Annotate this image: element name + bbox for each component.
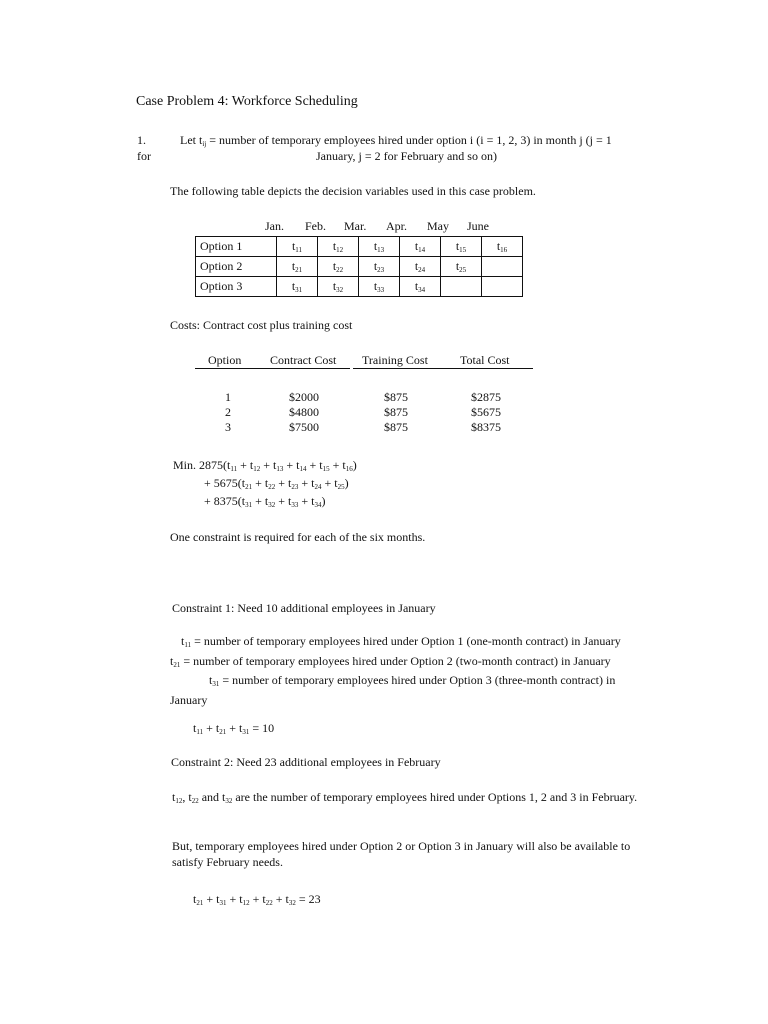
variable-term: $t_{32}$ bbox=[264, 494, 276, 509]
variable-cell: $t_{15}$ bbox=[441, 237, 482, 257]
cost-header-total: Total Cost bbox=[460, 353, 510, 367]
cost-cell: $5675 bbox=[471, 405, 501, 419]
cost-cell: 2 bbox=[225, 405, 231, 419]
table-row bbox=[196, 237, 523, 257]
variable-cell: $t_{13}$ bbox=[359, 237, 400, 257]
cost-cell: $8375 bbox=[471, 420, 501, 434]
month-header: June bbox=[467, 219, 489, 233]
variable-term: $t_{13}$ bbox=[273, 458, 284, 473]
variable-cell: $t_{34}$ bbox=[400, 277, 441, 297]
cost-cell: $2000 bbox=[289, 390, 319, 404]
variable-term: $t_{21}$ bbox=[215, 721, 227, 736]
variable-term: $t_{23}$ bbox=[288, 476, 299, 491]
variable-term: $t_{16}$ bbox=[342, 458, 353, 473]
variable-cell: $t_{25}$ bbox=[441, 257, 482, 277]
item-definition-line1: Let $t_{ij}$ = number of temporary employees hired under option i (i = 1, 2, 3) in month j (j = 1 bbox=[180, 133, 612, 148]
variable-term: $t_{21}$ bbox=[241, 476, 253, 491]
variable-term: $t_{33}$ bbox=[288, 494, 299, 509]
variable-term: $t_{21}$ bbox=[193, 892, 204, 907]
month-header: May bbox=[427, 219, 449, 233]
variable-term: $t_{25}$ bbox=[334, 476, 345, 491]
variable-cell: $t_{21}$ bbox=[277, 257, 318, 277]
row-label: Option 1 bbox=[196, 237, 277, 257]
variable-term: $t_{14}$ bbox=[296, 458, 307, 473]
item-definition-line2: January, j = 2 for February and so on) bbox=[316, 149, 497, 163]
variable-term: $t_{32}$ bbox=[285, 892, 296, 907]
cost-cell: $875 bbox=[384, 420, 408, 434]
variable-cell: $t_{23}$ bbox=[359, 257, 400, 277]
variable-cell: $t_{24}$ bbox=[400, 257, 441, 277]
month-header: Feb. bbox=[305, 219, 326, 233]
objective-line1: Min. $2875(t_{11} + t_{12} + t_{13} + t_{14} + t_{15} + t_{16})$ bbox=[173, 458, 357, 473]
variable-term: $t_{15}$ bbox=[319, 458, 330, 473]
cost-header-rule bbox=[353, 368, 533, 369]
variable-cell: $t_{11}$ bbox=[277, 237, 318, 257]
cost-cell: 1 bbox=[225, 390, 231, 404]
constraint-1-definitions: $t_{11}$ = number of temporary employees hired under Option 1 (one-month contract) in January $t_{21}$ = number of temporary employees hired under Option 2 (two-month contract) in January $t_{31}$ = number of temporary employees hired under Option 3 (three-month contract) in January bbox=[170, 634, 633, 707]
cost-header-option: Option bbox=[208, 353, 242, 367]
cost-cell: $4800 bbox=[289, 405, 319, 419]
constraint-note: One constraint is required for each of the six months. bbox=[170, 530, 426, 544]
variable-term: $t_{12}$ bbox=[249, 458, 261, 473]
variable-cell: $t_{16}$ bbox=[482, 237, 523, 257]
variable-cell bbox=[482, 257, 523, 277]
variable-cell: $t_{14}$ bbox=[400, 237, 441, 257]
item-number: 1. bbox=[137, 133, 146, 147]
month-header: Jan. bbox=[265, 219, 284, 233]
cost-header-rule bbox=[195, 368, 350, 369]
variable-term: $t_{11}$ bbox=[227, 458, 238, 473]
variable-term: $t_{11}$ bbox=[193, 721, 204, 736]
variable-term: $t_{31}$ bbox=[216, 892, 227, 907]
cost-cell: $875 bbox=[384, 390, 408, 404]
variable-term: $t_{22}$ bbox=[264, 476, 276, 491]
variable-cell: $t_{22}$ bbox=[318, 257, 359, 277]
table-intro: The following table depicts the decision variables used in this case problem. bbox=[170, 184, 536, 198]
objective-line2: + $5675(t_{21} + t_{22} + t_{23} + t_{24} + t_{25})$ bbox=[204, 476, 349, 491]
cost-header-contract: Contract Cost bbox=[270, 353, 337, 367]
table-row bbox=[196, 257, 523, 277]
objective-line3: + $8375(t_{31} + t_{32} + t_{33} + t_{34})$ bbox=[204, 494, 326, 509]
variable-term: $t_{24}$ bbox=[311, 476, 322, 491]
month-header: Apr. bbox=[386, 219, 407, 233]
cost-cell: $875 bbox=[384, 405, 408, 419]
page-title: Case Problem 4: Workforce Scheduling bbox=[136, 94, 358, 109]
variable-term: $t_{31}$ bbox=[241, 494, 253, 509]
costs-heading: Costs: Contract cost plus training cost bbox=[170, 318, 353, 332]
variable-term: $t_{12}$ bbox=[239, 892, 250, 907]
constraint-2-definition: $t_{12}$, $t_{22}$ and $t_{32}$ are the number of temporary employees hired under Options 1, 2 and 3 in February. bbox=[172, 790, 638, 805]
item-for-label: for bbox=[137, 149, 151, 163]
decision-variable-table bbox=[195, 236, 523, 297]
variable-cell: $t_{33}$ bbox=[359, 277, 400, 297]
row-label: Option 2 bbox=[196, 257, 277, 277]
cost-cell: 3 bbox=[225, 420, 231, 434]
month-header: Mar. bbox=[344, 219, 367, 233]
variable-cell: $t_{31}$ bbox=[277, 277, 318, 297]
constraint-1-equation: $t_{11} + t_{21} + t_{31} = 10$ bbox=[193, 721, 275, 736]
variable-cell bbox=[482, 277, 523, 297]
variable-term: $t_{31}$ bbox=[239, 721, 250, 736]
cost-cell: $2875 bbox=[471, 390, 501, 404]
variable-cell: $t_{32}$ bbox=[318, 277, 359, 297]
cost-cell: $7500 bbox=[289, 420, 319, 434]
variable-term: $t_{22}$ bbox=[262, 892, 273, 907]
row-label: Option 3 bbox=[196, 277, 277, 297]
constraint-2-note: But, temporary employees hired under Option 2 or Option 3 in January will also be available to satisfy February needs. bbox=[172, 839, 631, 869]
variable-term: $t_{34}$ bbox=[311, 494, 322, 509]
constraint-1-heading: Constraint 1: Need 10 additional employees in January bbox=[172, 601, 436, 615]
cost-header-training: Training Cost bbox=[362, 353, 428, 367]
variable-cell bbox=[441, 277, 482, 297]
table-row bbox=[196, 277, 523, 297]
constraint-2-equation: $t_{21} + t_{31} + t_{12} + t_{22} + t_{32} = 23$ bbox=[193, 892, 321, 907]
variable-cell: $t_{12}$ bbox=[318, 237, 359, 257]
constraint-2-heading: Constraint 2: Need 23 additional employees in February bbox=[171, 755, 441, 769]
